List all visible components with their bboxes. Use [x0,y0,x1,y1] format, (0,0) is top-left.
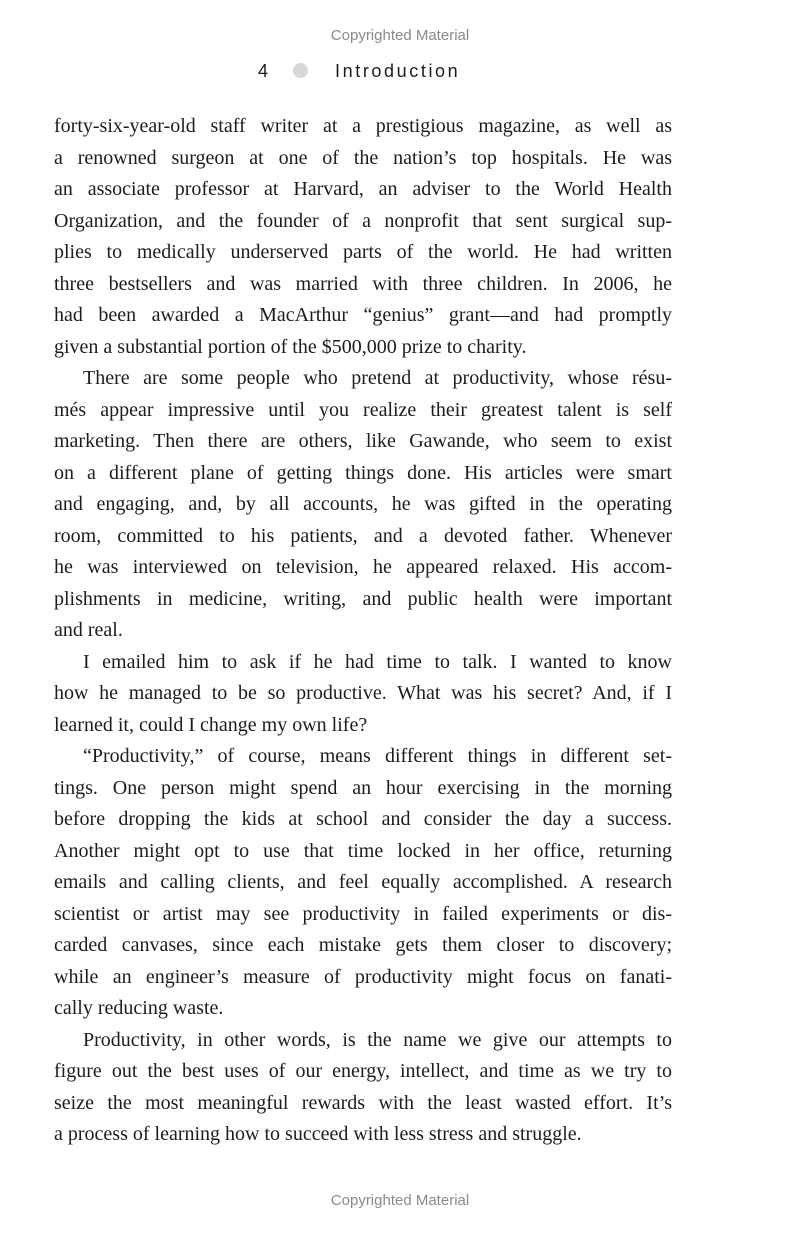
copyright-watermark-top: Copyrighted Material [330,27,470,44]
text-line: tings. One person might spend an hour exercising in the morning [54,776,672,799]
text-line: I emailed him to ask if he had time to talk. I wanted to know [83,650,672,673]
text-line: and engaging, and, by all accounts, he was gifted in the operating [54,493,672,515]
text-line: plies to medically underserved parts of the world. He had written [54,241,672,263]
text-line: cally reducing waste. [54,997,224,1019]
text-line: scientist or artist may see productivity in failed experiments or dis- [54,902,672,925]
text-line: how he managed to be so productive. What was his secret? And, if I [54,682,672,704]
body-text [54,111,672,1151]
copyright-watermark-bottom: Copyrighted Material [330,1192,470,1209]
text-line: on a different plane of getting things done. His articles were smart [54,461,672,484]
paragraph [54,647,672,742]
running-head [0,59,800,83]
text-line: carded canvases, since each mistake gets them closer to discovery; [54,934,672,956]
text-line: given a substantial portion of the $500,000 prize to charity. [54,335,527,358]
text-line: learned it, could I change my own life? [54,713,368,736]
text-line: and real. [54,619,123,641]
text-line: plishments in medicine, writing, and public health were important [54,587,672,610]
paragraph [54,1025,672,1151]
page-number: 4 [258,61,269,81]
text-line: three bestsellers and was married with three children. In 2006, he [54,272,672,295]
text-line: Another might opt to use that time locked in her office, returning [54,839,672,862]
text-line: més appear impressive until you realize their greatest talent is self [54,398,672,421]
text-line: seize the most meaningful rewards with the least wasted effort. It’s [54,1091,672,1114]
text-line: “Productivity,” of course, means different things in different set- [83,745,672,767]
section-title: Introduction [335,61,461,81]
text-line: while an engineer’s measure of productivity might focus on fanati- [54,965,672,988]
text-line: Organization, and the founder of a nonprofit that sent surgical sup- [54,209,672,232]
text-line: before dropping the kids at school and consider the day a success. [54,808,672,830]
text-line: figure out the best uses of our energy, intellect, and time as we try to [54,1060,672,1082]
paragraph [54,111,672,363]
text-line: a process of learning how to succeed with less stress and struggle. [54,1123,582,1145]
text-line: There are some people who pretend at productivity, whose résu- [83,367,672,389]
text-line: forty-six-year-old staff writer at a prestigious magazine, as well as [54,115,672,137]
text-line: room, committed to his patients, and a devoted father. Whenever [54,524,672,547]
text-line: emails and calling clients, and feel equally accomplished. A research [54,871,672,893]
text-line: Productivity, in other words, is the name we give our attempts to [83,1028,672,1051]
text-line: marketing. Then there are others, like Gawande, who seem to exist [54,430,672,452]
paragraph [54,741,672,1025]
text-line: an associate professor at Harvard, an adviser to the World Health [54,178,672,200]
paragraph [54,363,672,647]
bullet-dot-icon [293,63,308,78]
text-line: he was interviewed on television, he appeared relaxed. His accom- [54,556,672,578]
text-line: had been awarded a MacArthur “genius” grant—and had promptly [54,304,672,326]
text-line: a renowned surgeon at one of the nation’s top hospitals. He was [54,146,672,169]
